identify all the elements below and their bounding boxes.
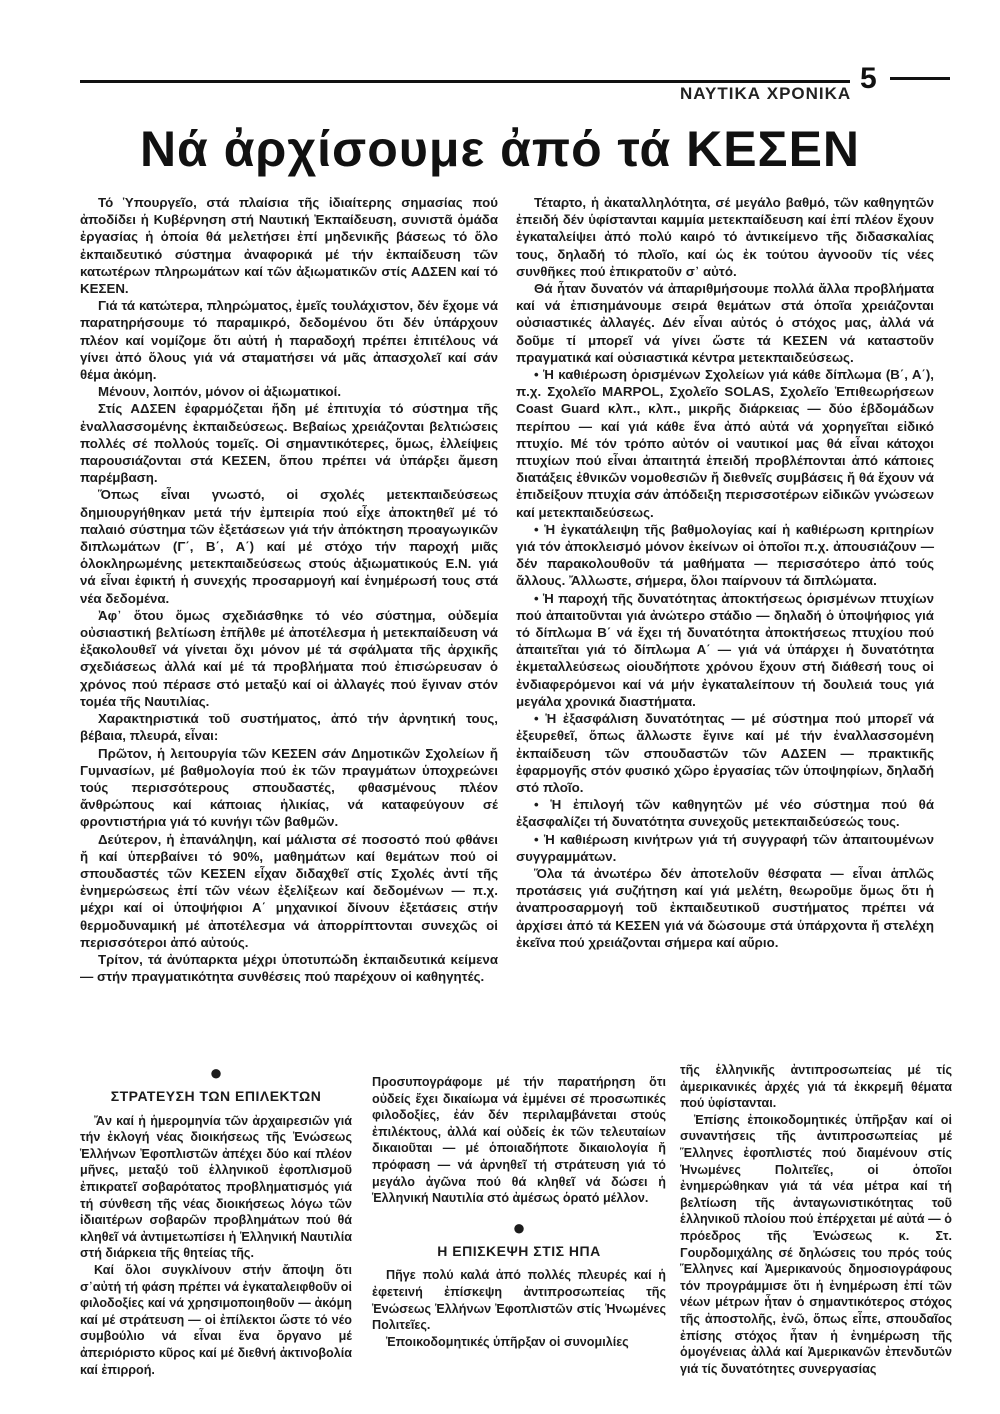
bullet-point: • Ἡ καθιέρωση κινήτρων γιά τή συγγραφή τῶν ἀπαιτουμένων συγγραμμάτων. xyxy=(516,831,934,864)
bullet-point: • Ἡ παροχή τῆς δυνατότητας ἀποκτήσεως ὁρισμένων πτυχίων πού ἀπαιτοῦνται γιά ἀνώτερο στάδιο — δηλαδή ὁ ὑποψήφιος γιά τό δίπλωμα Β΄ νά ἔχει τή δυνατότητα ἀποκτήσεως πτυχίου πού ἀπαιτεῖται γιά τό δίπλωμα Α΄ — γιά νά ὑπάρχει ἡ δυνατότητα ἐκμεταλλεύσεως οἱουδήποτε χρόνου ἔχουν στή διάθεσή τους οἱ ἐνδιαφερόμενοι καί νά μήν ἐγκαταλείπουν τή δουλειά τους γιά μεγάλα χρονικά διαστήματα. xyxy=(516,590,934,709)
page-number: 5 xyxy=(860,62,877,95)
article-paragraph: Ἀφ᾽ ὅτου ὅμως σχεδιάσθηκε τό νέο σύστημα, οὐδεμία οὐσιαστική βελτίωση ἐπῆλθε μέ ἀποτέλεσμα ἡ μετεκπαίδευση νά ἐξακολουθεῖ νά γίνεται ὄχι μόνον μέ τά σφάλματα τῆς ἀρχικῆς σχεδιάσεως ἀλλά καί μέ τά προβλήματα πού ἐπισώρευσαν ὁ χρόνος πού πέρασε στό μεταξύ καί οἱ ἀλλαγές πού ἔγιναν στόν τομέα τῆς Ναυτιλίας. xyxy=(80,607,498,709)
article-paragraph: Μένουν, λοιπόν, μόνον οἱ ἀξιωματικοί. xyxy=(98,384,342,400)
news-item-middle xyxy=(372,1074,666,1350)
news-item-continuation xyxy=(680,1062,952,1377)
article-paragraph: Τό Ὑπουργεῖο, στά πλαίσια τῆς ἰδιαίτερης σημασίας πού ἀποδίδει ἡ Κυβέρνηση στή Ναυτική Ἐκπαίδευση, συνιστᾶ ὁμάδα ἐργασίας ἡ ὁποία θά μελετήσει ἐπί μηδενικῆς βάσεως τό ὅλο ἐκπαιδευτικό σύστημα ἀναφορικά μέ τήν ἐκπαίδευση τῶν κατωτέρων πληρωμάτων καί τῶν ἀξιωματικῶν στίς ΑΔΣΕΝ καί τό ΚΕΣΕΝ. xyxy=(80,195,498,297)
news-item-paragraph: Ἐπίσης ἐποικοδομητικές ὑπῆρξαν καί οἱ συναντήσεις τῆς ἀντιπροσωπείας μέ Ἕλληνες ἐφοπλιστές πού διαμένουν στίς Ἡνωμένες Πολιτεῖες, οἱ ὁποῖοι ἐνημερώθηκαν γιά τά νέα μέτρα καί τή βελτίωση τῆς ἀνταγωνιστικότητας τοῦ ἑλληνικοῦ πλοίου πού ἐπέρχεται μέ αὐτά — ὁ πρόεδρος τῆς Ἐνώσεως κ. Στ. Γουρδομιχάλης σέ δηλώσεις του πρός τούς Ἕλληνες καί Ἀμερικανούς δημοσιογράφους τόν προγράμμισε ὅτι ἡ ἐνημέρωση ἐπί τῶν νέων μέτρων ἦταν ὁ σημαντικότερος στόχος τῆς ἀποστολῆς, ἐνῶ, ὅπως εἶπε, σπουδαῖος ἐπίσης στόχος ἦταν ἡ ἐνημέρωση τῆς ὁμογένειας ἀλλά καί Ἀμερικανῶν ἐπενδυτῶν γιά τίς δυνατότητες συνεργασίας xyxy=(680,1112,952,1376)
news-item-paragraph: Ἄν καί ἡ ἡμερομηνία τῶν ἀρχαιρεσιῶν γιά τήν ἐκλογή νέας διοικήσεως τῆς Ἐνώσεως Ἑλλήνων Ἐφοπλιστῶν ἀπέχει δύο καί πλέον μῆνες, μεταξύ τοῦ ἑλληνικοῦ ἐφοπλισμοῦ ἐπικρατεῖ σοβαρότατος προβληματισμός γιά τή σύνθεση τῆς νέας διοικήσεως λόγω τῶν ἰδιαιτέρων σοβαρῶν προβλημάτων πού θά κληθεῖ νά ἀντιμετωπίσει ἡ Ἑλληνική Ναυτιλία στή διάρκεια τῆς θητείας τῆς. xyxy=(80,1113,352,1261)
article-paragraph: Πρῶτον, ἡ λειτουργία τῶν ΚΕΣΕΝ σάν Δημοτικῶν Σχολείων ἤ Γυμνασίων, μέ βαθμολογία πού ἐκ τῶν πραγμάτων ὑποχρεώνει τούς περισσότερους σπουδαστές, φθασμένους πλέον ἄνθρώπους καί κάποιας ἡλικίας, νά καταφεύγουν σέ φροντιστήρια γιά τό κυνήγι τῶν βαθμῶν. xyxy=(80,745,498,830)
news-item-heading: Η ΕΠΙΣΚΕΨΗ ΣΤΙΣ ΗΠΑ xyxy=(437,1242,601,1259)
bullet-point: • Ἡ ἐξασφάλιση δυνατότητας — μέ σύστημα πού μπορεῖ νά ἐξευρεθεῖ, ὅπως ἄλλωστε ἔγινε καί μέ τήν ἐναλλασσομένη ἐκπαίδευση τῶν σπουδαστῶν τῶν ΑΔΣΕΝ — πρακτικῆς ἐφαρμογῆς στόν φυσικό χῶρο ἐργασίας τῶν ὑποψηφίων, δηλαδή στό πλοῖο. xyxy=(516,711,934,795)
header-rule xyxy=(80,80,850,83)
article-paragraph: Τρίτον, τά ἀνύπαρκτα μέχρι ὑποτυπώδη ἐκπαιδευτικά κείμενα — στήν πραγματικότητα συνθέσεις πού παρέχουν οἱ καθηγητές. xyxy=(80,951,498,985)
article-paragraph: Θά ἦταν δυνατόν νά ἀπαριθμήσουμε πολλά ἄλλα προβλήματα καί νά ἐπισημάνουμε σειρά θεμάτων στά ὁποῖα χρειάζονται οὐσιαστικές ἀλλαγές. Δέν εἶναι αὐτός ὁ στόχος μας, ἀλλά νά δοῦμε τί μπορεῖ νά γίνει ὥστε τά ΚΕΣΕΝ νά καταστοῦν πραγματικά καί οὐσιαστικά κέντρα μετεκπαιδεύσεως. xyxy=(516,281,934,365)
article-paragraph: Στίς ΑΔΣΕΝ ἐφαρμόζεται ἤδη μέ ἐπιτυχία τό σύστημα τῆς ἐναλλασσομένης ἐκπαιδεύσεως. Βεβαίως χρειάζονται βελτιώσεις πολλές σέ πολλούς τομεῖς. Οἱ σημαντικότερες, ὅμως, ἐλλείψεις παρουσιάζονται στά ΚΕΣΕΝ, ὅπου πρέπει νά ὑπάρξει ἄμεση παρέμβαση. xyxy=(80,401,498,486)
article-paragraph: Δεύτερον, ἡ ἐπανάληψη, καί μάλιστα σέ ποσοστό πού φθάνει ἤ καί ὑπερβαίνει τό 90%, μαθημάτων καί θεμάτων πού οἱ σπουδαστές τῶν ΚΕΣΕΝ εἶχαν διδαχθεῖ στίς Σχολές ἀντί τῆς ἐνημερώσεως ἐπί τῶν νέων ἐξελίξεων καί δεδομένων — π.χ. μέχρι καί οἱ ὑποψήφιοι Α΄ μηχανικοί δίνουν ἐξετάσεις στήν θερμοδυναμική μέ ἀποτέλεσμα νά ἀπορρίπτονται συνεχῶς οἱ περισσότεροι ἀπό αὐτούς. xyxy=(80,831,498,950)
article-paragraph: Χαρακτηριστικά τοῦ συστήματος, ἀπό τήν ἀρνητική τους, βέβαια, πλευρά, εἶναι: xyxy=(80,711,498,744)
article-paragraph: Ὅλα τά ἀνωτέρω δέν ἀποτελοῦν θέσφατα — εἶναι ἁπλῶς προτάσεις γιά συζήτηση καί γιά μελέτη, θεωροῦμε ὅμως ὅτι ἡ ἀναπροσαρμογή τοῦ ἐκπαιδευτικοῦ συστήματος πρέπει νά ἀρχίσει ἀπό τά ΚΕΣΕΝ γιά νά δώσουμε στά ὑπάρχοντα ἤ στελέχη ἐκεῖνα πού χρειάζονται σήμερα καί αὔριο. xyxy=(516,865,934,950)
article-paragraph: Γιά τά κατώτερα, πληρώματος, ἐμεῖς τουλάχιστον, δέν ἔχομε νά παρατηρήσουμε τό παραμικρό, δεδομένου ὅτι δέν ὑπάρχουν πλέον καί νομίζομε ὅτι αὐτή ἡ παραδοχή πρέπει ἐπιτέλους νά γίνει ἀπό ὅλους γιά νά σταματήσει νά μᾶς ἀπασχολεῖ καί σάν θέμα ἀκόμη. xyxy=(80,298,498,383)
news-item-heading: ΣΤΡΑΤΕΥΣΗ ΤΩΝ ΕΠΙΛΕΚΤΩΝ xyxy=(110,1088,322,1104)
news-item-paragraph: Πῆγε πολύ καλά ἀπό πολλές πλευρές καί ἡ ἐφετεινή ἐπίσκεψη ἀντιπροσωπείας τῆς Ἐνώσεως Ἑλλήνων Ἐφοπλιστῶν στίς Ἡνωμένες Πολιτεῖες. xyxy=(372,1268,666,1333)
news-item-paragraph: Καί ὅλοι συγκλίνουν στήν ἄποψη ὅτι σ᾽αὐτή τή φάση πρέπει νά ἐγκαταλειφθοῦν οἱ φιλοδοξίες καί νά χρησιμοποιηθοῦν — ἀκόμη καί μέ στράτευση — οἱ ἐπίλεκτοι ὥστε τό νέο συμβούλιο νά εἶναι ἕνα ὄργανο μέ ἀπεριόριστο κῦρος καί μέ διεθνή ἀκτινοβολία καί ἐπιρροή. xyxy=(80,1262,352,1377)
header-rule-short xyxy=(890,77,950,80)
article-column-right xyxy=(516,194,934,951)
article-column-left xyxy=(80,194,498,985)
bullet-point: • Ἡ ἐγκατάλειψη τῆς βαθμολογίας καί ἡ καθιέρωση κριτηρίων γιά τόν ἀποκλεισμό μόνον ἐκείνων οἱ ὁποῖοι π.χ. ἀπουσιάζουν — δέν παρακολουθοῦν τά μαθήματα — περισσότερο ἀπό τούς ἄλλους. Ἄλλωστε, σήμερα, ὅλοι παίρνουν τά διπλώματα. xyxy=(516,521,934,589)
publication-name: ΝΑΥΤΙΚΑ ΧΡΟΝΙΚΑ xyxy=(680,84,852,103)
bullet-icon: ● xyxy=(209,1060,223,1085)
bullet-point: • Ἡ καθιέρωση ὁρισμένων Σχολείων γιά κάθε δίπλωμα (Β΄, Α΄), π.χ. Σχολεῖο MARPOL, Σχολεῖο SOLAS, Σχολεῖο Ἐπιθεωρήσεων Coast Guard κλπ., κλπ., μικρῆς διάρκειας — δύο ἑβδομάδων περίπου — καί γιά κάθε ἕνα ἀπό αὐτά νά χορηγεῖται εἰδικό πτυχίο. Μέ τόν τρόπο αὐτόν οἱ ναυτικοί μας θά εἶναι κάτοχοι πτυχίων πού εἶναι ἀπαιτητά ἐπειδή προβλέπονται ἀπό κάποιες διατάξεις ἐθνικῶν νομοθεσιῶν ἤ διεθνεῖς συμβάσεις ἤ θά ἔχουν νά ἐπιδείξουν πτυχία σάν ἀπόδειξη περισσοτέρων εἰδικῶν γνώσεων καί μετεκπαιδεύσεως. xyxy=(516,367,934,520)
article-paragraph: Τέταρτο, ἡ ἀκαταλληλότητα, σέ μεγάλο βαθμό, τῶν καθηγητῶν ἐπειδή δέν ὑφίστανται καμμία μετεκπαίδευση καί ἐπί πλέον ἔχουν ἐγκαταλείψει ἀπό πολύ καιρό τό ἀντικείμενο τῆς διδασκαλίας τους, δηλαδή τό πλοῖο, καί ὡς ἐκ τούτου ἀγνοοῦν τίς νέες συνθῆκες πού ἐπικρατοῦν σ᾽ αὐτό. xyxy=(516,195,934,279)
article-paragraph: Ὅπως εἶναι γνωστό, οἱ σχολές μετεκπαιδεύσεως δημιουργήθηκαν μετά τήν ἐμπειρία πού εἶχε ἀποκτηθεῖ μέ τό παλαιό σύστημα τῶν ἐξετάσεων γιά τήν ἀπόκτηση προαγωγικῶν διπλωμάτων (Γ΄, Β΄, Α΄) καί μέ στόχο τήν παροχή μιᾶς ὁλοκληρωμένης μετεκπαιδεύσεως στούς ἀξιωματικούς Ε.Ν. γιά νά εἶναι ἐφικτή ἡ συνεχής προσαρμογή καί ἐνημέρωσή τους στά νέα δεδομένα. xyxy=(80,487,498,606)
news-item-paragraph: Ἐποικοδομητικές ὑπῆρξαν οἱ συνομιλίες xyxy=(386,1334,629,1349)
news-item-paragraph: τῆς ἑλληνικῆς ἀντιπροσωπείας μέ τίς ἀμερικανικές ἀρχές γιά τά ἐκκρεμῆ θέματα πού ὑφίστανται. xyxy=(680,1063,952,1111)
news-item-strateusi xyxy=(80,1062,352,1378)
bullet-icon: ● xyxy=(512,1214,526,1240)
article-headline: Νά ἀρχίσουμε ἀπό τά ΚΕΣΕΝ xyxy=(139,121,861,177)
news-item-paragraph: Προσυπογράφομε μέ τήν παρατήρηση ὅτι οὐδείς ἔχει δικαίωμα νά ἐμμένει σέ προσωπικές φιλοδοξίες, ἐάν δέν περιλαμβάνεται στούς ἐπιλέκτους, ἀλλά καί οὐδείς ἐκ τῶν τελευταίων δικαιοῦται — μέ ὁποιαδήποτε δικαιολογία ἤ πρόφαση — νά ἀρνηθεῖ τή στράτευση γιά τό μεγάλο ἀγῶνα πού θά κληθεῖ νά δώσει ἡ Ἑλληνική Ναυτιλία στό ἀμέσως ὁρατό μέλλον. xyxy=(372,1075,666,1206)
bullet-point: • Ἡ ἐπιλογή τῶν καθηγητῶν μέ νέο σύστημα πού θά ἐξασφαλίζει τή δυνατότητα συνεχοῦς μετεκπαιδεύσεώς τους. xyxy=(516,797,934,830)
